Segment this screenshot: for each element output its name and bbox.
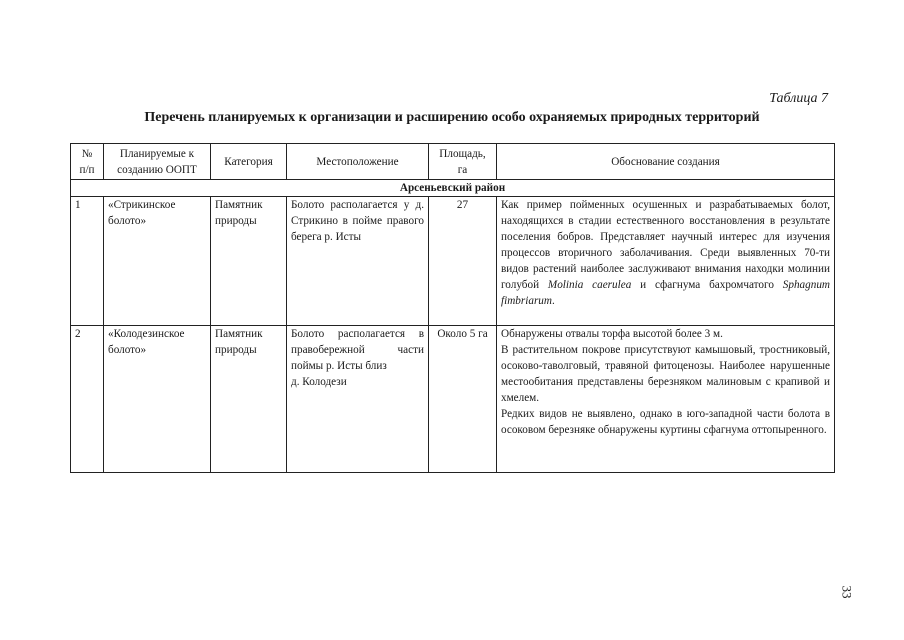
row-category: Памятник природы: [211, 197, 287, 326]
row-category: Памятник природы: [211, 326, 287, 473]
row-name: «Стрикинское болото»: [104, 197, 211, 326]
latin-name: Molinia caerulea: [547, 279, 632, 291]
row-name: «Колодезинское болото»: [104, 326, 211, 473]
header-num: № п/п: [71, 144, 104, 180]
row-reason: Как пример пойменных осушенных и разрабатываемых болот, находящихся в стадии естественного восстановления в результате поселения бобров. Представляет научный интерес для изучения процессов вторичного заболачивания. Среди выявленных 70-ти видов растений наиболее заслуживают внимания находки молинии голубой Molinia caerulea и сфагнума бахромчатого Sphagnum fimbriarum.: [497, 197, 835, 326]
row-num: 1: [71, 197, 104, 326]
row-location: Болото располагается в правобережной части поймы р. Исты близ д. Колодези: [287, 326, 429, 473]
table-row: [71, 326, 835, 473]
header-name: Планируемые к созданию ООПТ: [104, 144, 211, 180]
row-location: Болото располагается у д. Стрикино в пойме правого берега р. Исты: [287, 197, 429, 326]
table-header-row: [71, 144, 835, 180]
region-name: Арсеньевский район: [71, 180, 835, 197]
header-category: Категория: [211, 144, 287, 180]
page-number: 33: [839, 585, 855, 599]
table-row: [71, 197, 835, 326]
row-reason: Обнаружены отвалы торфа высотой более 3 м. В растительном покрове присутствуют камышовый, тростниковый, осоково-таволговый, травяной фитоценозы. Наиболее нарушенные местообитания представлены березняком малиновым с крапивой и хмелем. Редких видов не выявлено, однако в юго-западной части болота в осоковом березняке обнаружены куртины сфагнума оттопыренного.: [497, 326, 835, 473]
header-reason: Обоснование создания: [497, 144, 835, 180]
latin-name: Sphagnum fimbriarum: [501, 279, 830, 307]
row-area: 27: [429, 197, 497, 326]
region-row: [71, 180, 835, 197]
header-location: Местоположение: [287, 144, 429, 180]
page-title: Перечень планируемых к организации и расширению особо охраняемых природных территорий: [144, 110, 760, 125]
table-label: Таблица 7: [769, 91, 828, 106]
row-area: Около 5 га: [429, 326, 497, 473]
header-area: Площадь, га: [429, 144, 497, 180]
oopt-table: [70, 143, 835, 473]
row-num: 2: [71, 326, 104, 473]
